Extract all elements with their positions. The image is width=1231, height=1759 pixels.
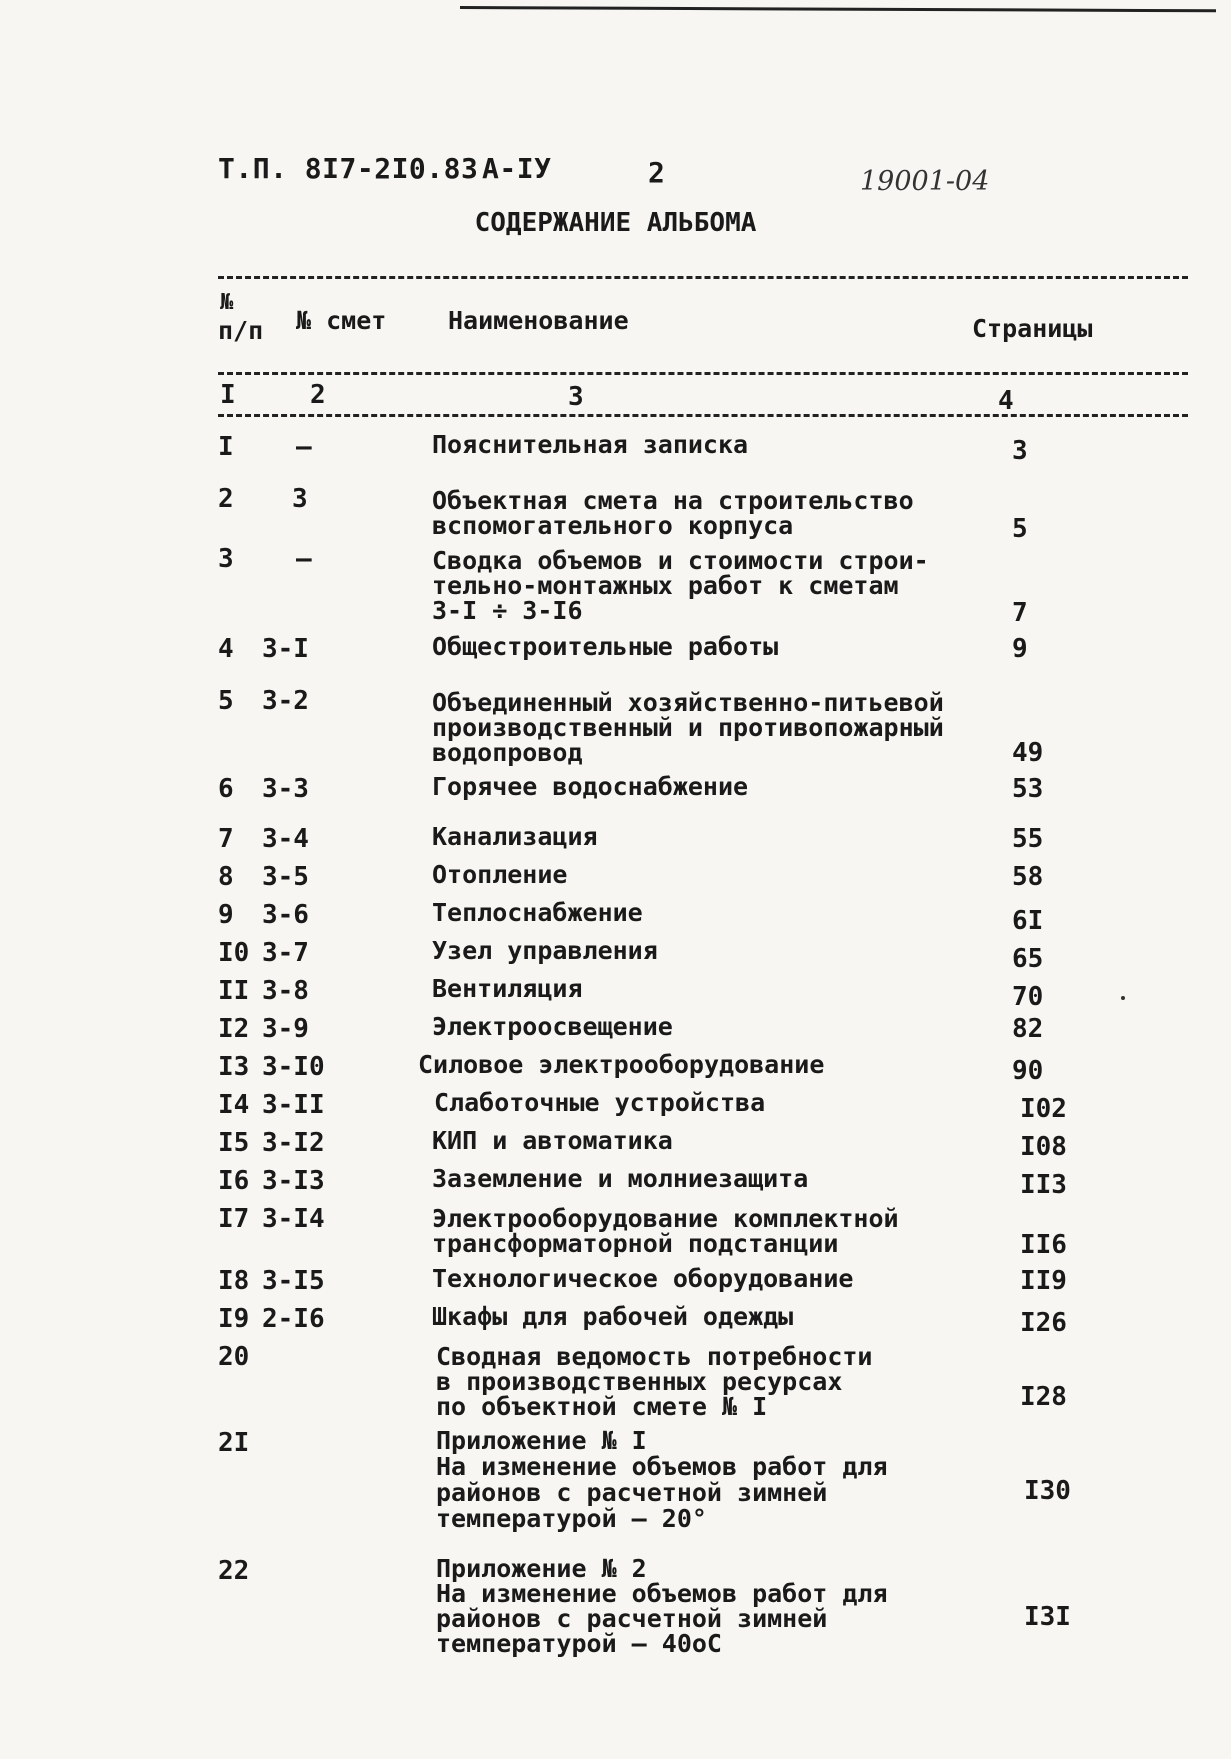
header-divider bbox=[218, 372, 1188, 375]
row-number: I5 bbox=[218, 1128, 250, 1158]
column-number-3: 3 bbox=[568, 382, 584, 412]
row-page: 53 bbox=[1012, 774, 1044, 804]
row-estimate: 3-3 bbox=[262, 774, 309, 804]
row-estimate: 3-I0 bbox=[262, 1052, 325, 1082]
row-name: Шкафы для рабочей одежды bbox=[432, 1302, 794, 1331]
row-number: 2I bbox=[218, 1428, 250, 1458]
row-name: Вентиляция bbox=[432, 974, 583, 1003]
row-name: Теплоснабжение bbox=[432, 898, 643, 927]
row-estimate: 3-I5 bbox=[262, 1266, 325, 1296]
row-page: 90 bbox=[1012, 1056, 1044, 1086]
row-name: КИП и автоматика bbox=[432, 1126, 673, 1155]
row-name: Приложение № 2 На изменение объемов работ для районов с расчетной зимней температурой – 40оС bbox=[436, 1554, 888, 1658]
row-number: 7 bbox=[218, 824, 234, 854]
row-page: I30 bbox=[1024, 1476, 1071, 1506]
row-number: 2 bbox=[218, 484, 234, 514]
row-number: I7 bbox=[218, 1204, 250, 1234]
row-estimate: 3-4 bbox=[262, 824, 309, 854]
row-name: Заземление и молниезащита bbox=[432, 1164, 809, 1193]
column-number-1: I bbox=[220, 380, 236, 410]
row-page: 6I bbox=[1012, 906, 1044, 936]
row-estimate: 3-9 bbox=[262, 1014, 309, 1044]
row-number: I6 bbox=[218, 1166, 250, 1196]
row-page: I26 bbox=[1020, 1308, 1067, 1338]
row-page: I08 bbox=[1020, 1132, 1067, 1162]
row-number: I bbox=[218, 432, 234, 462]
column-header-no: п/п bbox=[218, 316, 264, 345]
scan-speck bbox=[1121, 996, 1125, 1000]
page-number: 2 bbox=[648, 156, 666, 189]
row-estimate: 3-7 bbox=[262, 938, 309, 968]
row-number: I8 bbox=[218, 1266, 250, 1296]
row-name: Силовое электрооборудование bbox=[418, 1050, 825, 1079]
row-number: 9 bbox=[218, 900, 234, 930]
row-page: 70 bbox=[1012, 982, 1044, 1012]
column-header-no-symbol: № bbox=[220, 290, 234, 315]
row-number: 3 bbox=[218, 544, 234, 574]
row-name: Горячее водоснабжение bbox=[432, 772, 749, 801]
row-estimate: 3-2 bbox=[262, 686, 309, 716]
row-number: I2 bbox=[218, 1014, 250, 1044]
row-name: Электрооборудование комплектной трансформаторной подстанции bbox=[432, 1204, 899, 1258]
row-page: 49 bbox=[1012, 738, 1044, 768]
row-number: 20 bbox=[218, 1342, 250, 1372]
handwritten-number: 19001-04 bbox=[860, 166, 990, 197]
row-estimate: 3-I4 bbox=[262, 1204, 325, 1234]
row-estimate: 3-6 bbox=[262, 900, 309, 930]
row-page: 9 bbox=[1012, 634, 1028, 664]
row-estimate: – bbox=[296, 544, 312, 574]
row-number: 6 bbox=[218, 774, 234, 804]
row-page: 5 bbox=[1012, 514, 1028, 544]
row-name: Сводная ведомость потребности в производственных ресурсах по объектной смете № I bbox=[436, 1342, 873, 1421]
row-name: Слаботочные устройства bbox=[434, 1088, 766, 1117]
row-number: 5 bbox=[218, 686, 234, 716]
document-code: Т.П. 8I7-2I0.83 bbox=[218, 152, 479, 185]
row-number: I9 bbox=[218, 1304, 250, 1334]
row-name: Объединенный хозяйственно-питьевой производственный и противопожарный водопровод bbox=[432, 688, 944, 767]
row-estimate: 3-5 bbox=[262, 862, 309, 892]
row-number: I0 bbox=[218, 938, 250, 968]
row-page: II9 bbox=[1020, 1266, 1067, 1296]
row-page: 3 bbox=[1012, 436, 1028, 466]
row-estimate: 3-I3 bbox=[262, 1166, 325, 1196]
page-title: СОДЕРЖАНИЕ АЛЬБОМА bbox=[474, 208, 757, 238]
row-estimate: 3 bbox=[292, 484, 308, 514]
row-estimate: 3-II bbox=[262, 1090, 325, 1120]
row-number: 4 bbox=[218, 634, 234, 664]
column-header-pages: Страницы bbox=[972, 314, 1093, 343]
row-page: 65 bbox=[1012, 944, 1044, 974]
row-number: 22 bbox=[218, 1556, 250, 1586]
row-name: Приложение № I На изменение объемов работ для районов с расчетной зимней температурой – 20° bbox=[436, 1426, 888, 1533]
column-number-2: 2 bbox=[310, 380, 326, 410]
row-page: 82 bbox=[1012, 1014, 1044, 1044]
row-page: II6 bbox=[1020, 1230, 1067, 1260]
row-estimate: 3-I2 bbox=[262, 1128, 325, 1158]
row-estimate: 3-I bbox=[262, 634, 309, 664]
row-page: 58 bbox=[1012, 862, 1044, 892]
row-number: 8 bbox=[218, 862, 234, 892]
row-name: Объектная смета на строительство вспомогательного корпуса bbox=[432, 486, 914, 540]
row-number: I3 bbox=[218, 1052, 250, 1082]
column-header-estimate: № смет bbox=[296, 306, 387, 335]
column-number-4: 4 bbox=[998, 386, 1014, 416]
row-name: Общестроительные работы bbox=[432, 632, 779, 661]
row-name: Узел управления bbox=[432, 936, 658, 965]
row-page: I02 bbox=[1020, 1094, 1067, 1124]
row-page: I3I bbox=[1024, 1602, 1071, 1632]
row-page: 7 bbox=[1012, 598, 1028, 628]
row-name: Технологическое оборудование bbox=[432, 1264, 854, 1293]
row-number: II bbox=[218, 976, 250, 1006]
row-page: 55 bbox=[1012, 824, 1044, 854]
album-code: А-IУ bbox=[482, 152, 552, 185]
column-number-divider bbox=[218, 414, 1188, 417]
table-top-divider bbox=[218, 276, 1188, 279]
row-page: I28 bbox=[1020, 1382, 1067, 1412]
row-name: Электроосвещение bbox=[432, 1012, 673, 1041]
row-estimate: – bbox=[296, 432, 312, 462]
row-name: Отопление bbox=[432, 860, 568, 889]
row-estimate: 3-8 bbox=[262, 976, 309, 1006]
row-name: Канализация bbox=[432, 822, 598, 851]
column-header-name: Наименование bbox=[448, 306, 629, 335]
top-border-line bbox=[460, 6, 1216, 12]
row-estimate: 2-I6 bbox=[262, 1304, 325, 1334]
row-number: I4 bbox=[218, 1090, 250, 1120]
row-name: Пояснительная записка bbox=[432, 430, 749, 459]
row-name: Сводка объемов и стоимости строи- тельно-монтажных работ к сметам 3-I ÷ 3-I6 bbox=[432, 546, 929, 625]
row-page: II3 bbox=[1020, 1170, 1067, 1200]
